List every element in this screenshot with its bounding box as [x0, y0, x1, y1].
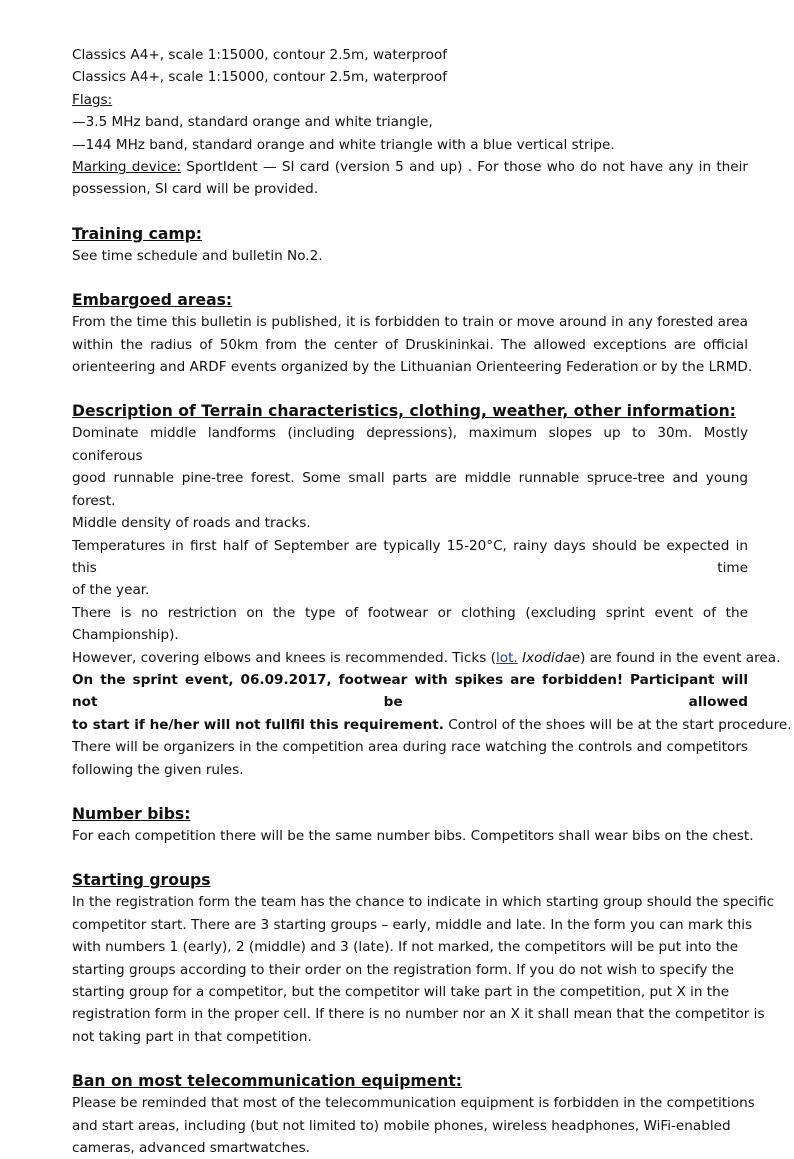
document-page: [72, 44, 792, 1159]
terrain-bold-line: [72, 669, 748, 714]
telecom-ban-line: and start areas, including (but not limited to) mobile phones, wireless headphones, WiFi-enabled: [72, 1117, 731, 1134]
lot-link[interactable]: lot.: [495, 649, 518, 666]
terrain-line: [72, 647, 781, 669]
starting-groups-line: competitor start. There are 3 starting groups – early, middle and late. In the form you can mark this: [72, 916, 753, 933]
flags-label: Flags:: [72, 91, 113, 108]
terrain-line: following the given rules.: [72, 761, 244, 778]
training-camp-text: See time schedule and bulletin No.2.: [72, 247, 323, 264]
sprint-footwear-warning: On the sprint event, 06.09.2017, footwear with spikes are forbidden! Participant will not be allowed: [72, 671, 748, 711]
number-bibs-text: For each competition there will be the same number bibs. Competitors shall wear bibs on the chest.: [72, 827, 754, 844]
map-spec-line: Classics A4+, scale 1:15000, contour 2.5m, waterproof: [72, 69, 448, 86]
marking-device-text: SportIdent — SI card (version 5 and up) . For those who do not have any in their: [181, 159, 749, 176]
terrain-line: [72, 714, 792, 736]
embargo-line: From the time this bulletin is published, it is forbidden to train or move around in any forested area: [72, 314, 748, 331]
flags-item: —144 MHz band, standard orange and white triangle with a blue vertical stripe.: [72, 136, 615, 153]
sprint-footwear-warning: to start if he/her will not fullfil this requirement.: [72, 716, 444, 733]
starting-groups-line: with numbers 1 (early), 2 (middle) and 3 (late). If not marked, the competitors will be put into the: [72, 939, 739, 956]
starting-groups-line: not taking part in that competition.: [72, 1028, 312, 1045]
ixodidae-italic: Ixodidae: [522, 649, 581, 666]
flags-item: —3.5 MHz band, standard orange and white triangle,: [72, 114, 433, 131]
embargo-line: orienteering and ARDF events organized by the Lithuanian Orienteering Federation or by the LRMD.: [72, 359, 753, 376]
terrain-line: Temperatures in first half of September are typically 15-20°C, rainy days should be expected in this time: [72, 537, 748, 576]
terrain-line: There is no restriction on the type of footwear or clothing (excluding sprint event of the Championship).: [72, 604, 748, 644]
starting-groups-line: registration form in the proper cell. If there is no number nor an X it shall mean that the competitor is: [72, 1006, 765, 1023]
terrain-line: good runnable pine-tree forest. Some small parts are middle runnable spruce-tree and young forest.: [72, 470, 748, 509]
terrain-line: Middle density of roads and tracks.: [72, 515, 311, 532]
terrain-text: However, covering elbows and knees is recommended. Ticks (: [72, 649, 496, 666]
terrain-text: Control of the shoes will be at the start procedure.: [443, 716, 792, 733]
training-camp-heading: Training camp:: [72, 224, 203, 243]
marking-device-line: possession, SI card will be provided.: [72, 181, 319, 198]
starting-groups-line: starting group for a competitor, but the competitor will take part in the competition, put X in the: [72, 984, 730, 1000]
marking-device-line: [72, 156, 748, 178]
telecom-ban-line: Please be reminded that most of the telecommunication equipment is forbidden in the competitions: [72, 1095, 755, 1112]
terrain-line: of the year.: [72, 582, 150, 599]
terrain-line: There will be organizers in the competition area during race watching the controls and competitors: [72, 739, 748, 756]
map-spec-line: Classics A4+, scale 1:15000, contour 2.5m, waterproof: [72, 47, 448, 63]
starting-groups-heading: Starting groups: [72, 871, 211, 890]
telecom-ban-line: cameras, advanced smartwatches.: [72, 1140, 310, 1157]
terrain-heading: Description of Terrain characteristics, clothing, weather, other information:: [72, 402, 736, 421]
starting-groups-line: In the registration form the team has the chance to indicate in which starting group should the specific: [72, 894, 775, 911]
telecom-ban-heading: Ban on most telecommunication equipment:: [72, 1072, 463, 1091]
terrain-line: Dominate middle landforms (including depressions), maximum slopes up to 30m. Mostly coniferous: [72, 425, 748, 464]
marking-device-label: Marking device:: [72, 159, 182, 176]
number-bibs-heading: Number bibs:: [72, 804, 191, 823]
embargo-line: within the radius of 50km from the center of Druskininkai. The allowed exceptions are official: [72, 336, 748, 353]
terrain-text: ) are found in the event area.: [580, 649, 781, 666]
embargoed-areas-heading: Embargoed areas:: [72, 291, 233, 310]
starting-groups-line: starting groups according to their order on the registration form. If you do not wish to specify the: [72, 961, 734, 978]
